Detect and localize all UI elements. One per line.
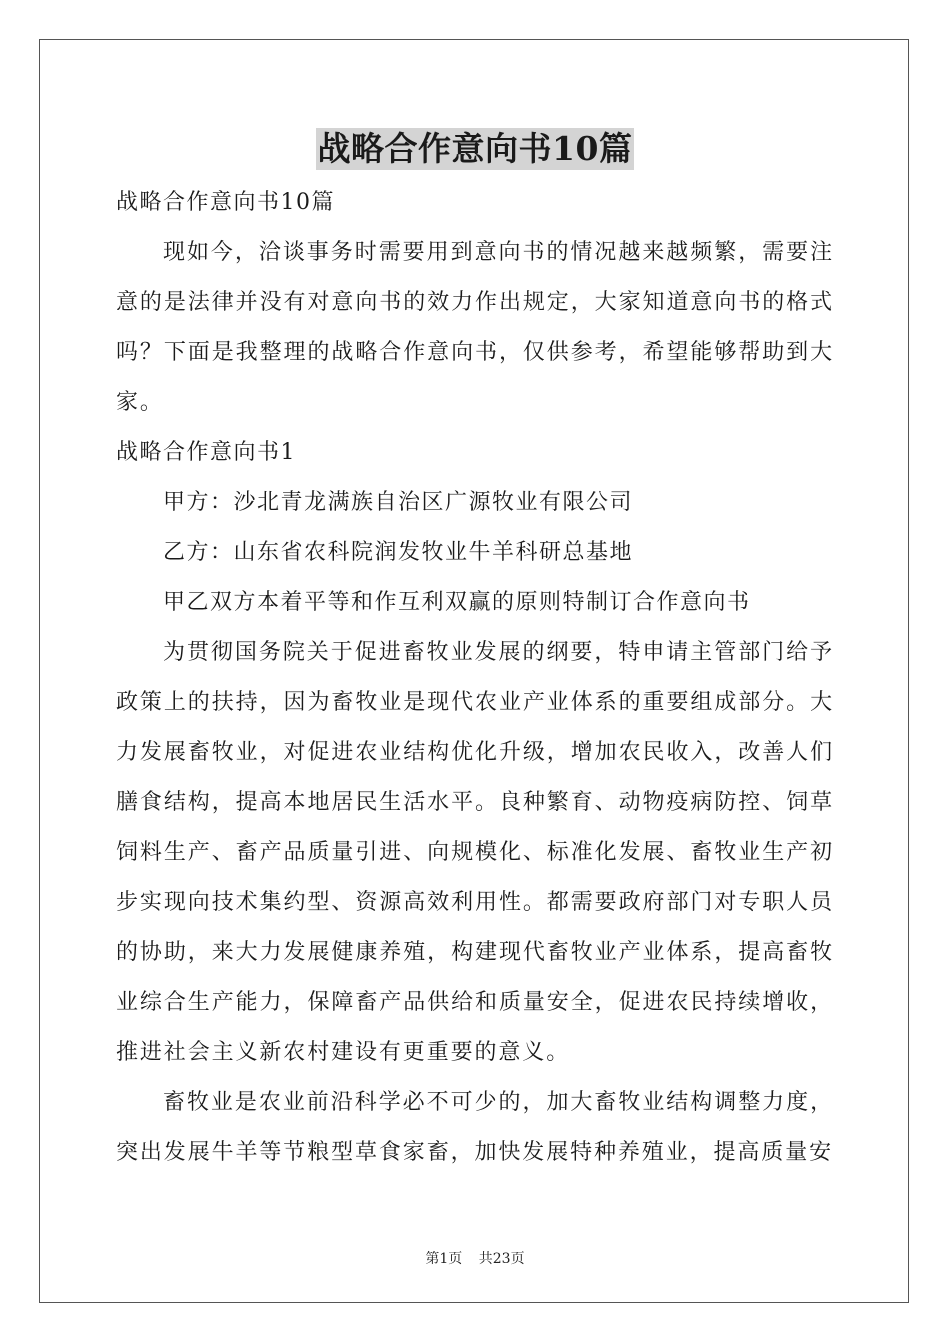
- document-title: 战略合作意向书10篇: [317, 129, 633, 168]
- principle-line: 甲乙双方本着平等和作互利双赢的原则特制订合作意向书: [163, 590, 751, 615]
- document-body: [116, 178, 834, 1178]
- intro-paragraph: 现如今，洽谈事务时需要用到意向书的情况越来越频繁，需要注意的是法律并没有对意向书的效力作出规定，大家知道意向书的格式吗？下面是我整理的战略合作意向书，仅供参考，希望能够帮助到大家。: [116, 240, 834, 415]
- page-total: 共23页: [478, 1251, 525, 1267]
- body-paragraph-2: 畜牧业是农业前沿科学必不可少的，加大畜牧业结构调整力度，突出发展牛羊等节粮型草食家畜，加快发展特种养殖业，提高质量安: [116, 1090, 834, 1165]
- title-container: [0, 128, 950, 170]
- document-subtitle: 战略合作意向书10篇: [116, 190, 335, 215]
- section-heading: 战略合作意向书1: [116, 440, 296, 465]
- party-b: 乙方：山东省农科院润发牧业牛羊科研总基地: [163, 540, 634, 565]
- party-a: 甲方：沙北青龙满族自治区广源牧业有限公司: [163, 490, 634, 515]
- page-footer: [0, 1248, 950, 1268]
- page-number: 第1页: [425, 1251, 463, 1267]
- body-paragraph-1: 为贯彻国务院关于促进畜牧业发展的纲要，特申请主管部门给予政策上的扶持，因为畜牧业是现代农业产业体系的重要组成部分。大力发展畜牧业，对促进农业结构优化升级，增加农民收入，改善人们膳食结构，提高本地居民生活水平。良种繁育、动物疫病防控、饲草饲料生产、畜产品质量引进、向规模化、标准化发展、畜牧业生产初步实现向技术集约型、资源高效利用性。都需要政府部门对专职人员的协助，来大力发展健康养殖，构建现代畜牧业产业体系，提高畜牧业综合生产能力，保障畜产品供给和质量安全，促进农民持续增收，推进社会主义新农村建设有更重要的意义。: [116, 640, 834, 1065]
